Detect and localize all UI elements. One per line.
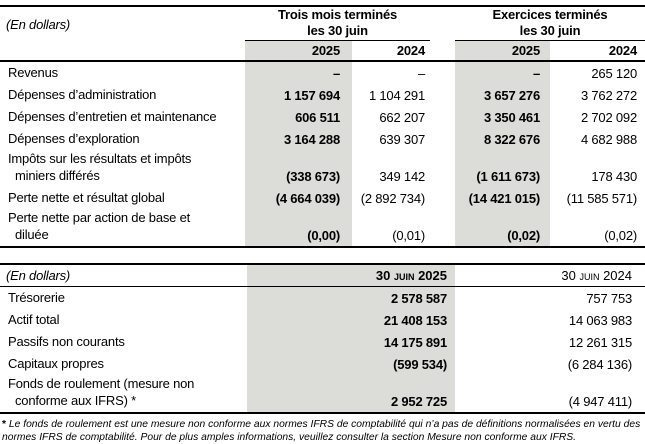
- cell-value: (6 284 136): [567, 357, 632, 372]
- cell-value: 1 157 694: [245, 84, 352, 106]
- cell-value: 2 952 725: [247, 375, 455, 412]
- cell-value: 3 350 461: [455, 106, 550, 128]
- row-label: [0, 84, 245, 106]
- cell-value: (2 892 734): [360, 191, 425, 206]
- cell-value: 12 261 315: [568, 335, 632, 350]
- table-row-perte-nette: [0, 187, 645, 209]
- cell-value: 757 753: [586, 291, 632, 306]
- column-gap: [430, 187, 455, 209]
- group-header-fiscal-years: [455, 7, 645, 41]
- cell-value: 606 511: [245, 106, 352, 128]
- column-gap: [430, 84, 455, 106]
- row-label: [0, 128, 245, 150]
- row-label: [0, 375, 247, 412]
- column-header-30-juin-2024: 30 juin 2024: [561, 268, 632, 283]
- table-row-perte-par-action: [0, 209, 645, 246]
- footnote-marker: *: [2, 419, 7, 430]
- cell-value: 21 408 153: [247, 309, 455, 331]
- cell-value: 14 063 983: [568, 313, 632, 328]
- cell-value: 3 762 272: [580, 88, 637, 103]
- cell-value: (4 947 411): [568, 394, 632, 409]
- cell-value: –: [245, 62, 352, 84]
- row-label-text: Impôts sur les résultats et impôts: [8, 151, 192, 166]
- row-label: [0, 331, 247, 353]
- column-gap: [430, 106, 455, 128]
- cell-value: (11 585 571): [566, 191, 637, 206]
- balance-header-row: [0, 265, 645, 287]
- column-gap: [430, 128, 455, 150]
- column-header-30-juin-2025: 30 juin 2025: [247, 265, 455, 286]
- cell-value: (599 534): [247, 353, 455, 375]
- row-label-text: Passifs non courants: [8, 334, 125, 349]
- cell-value: 639 307: [379, 132, 425, 147]
- footnote-text: Le fonds de roulement est une mesure non conforme aux normes IFRS de comptabilité qui n’a pas de définitions normalisées en vertu des normes IFRS de comptabilité. Pour de plus amples informations, veuillez consulter la section Mesure non conforme aux IFRS.: [2, 419, 641, 443]
- unit-label: (En dollars): [6, 16, 71, 32]
- cell-value: 2 702 092: [580, 110, 637, 125]
- income-statement-table: [0, 5, 645, 248]
- year-header-2024-q: 2024: [396, 43, 425, 58]
- row-label: [0, 106, 245, 128]
- cell-value: (0,00): [245, 209, 352, 246]
- cell-value: 662 207: [379, 110, 425, 125]
- cell-value: (14 421 015): [455, 187, 550, 209]
- group-header-line1: Exercices terminés: [492, 7, 608, 22]
- cell-value: 3 164 288: [245, 128, 352, 150]
- cell-value: (0,02): [455, 209, 550, 246]
- row-label-text-line2: conforme aux IFRS) *: [15, 393, 136, 408]
- cell-value: 265 120: [591, 66, 637, 81]
- column-gap: [430, 62, 455, 84]
- column-gap: [430, 41, 455, 60]
- cell-value: 349 142: [379, 169, 425, 184]
- row-label-text: Dépenses d’entretien et maintenance: [8, 109, 217, 124]
- table-row-depenses-administration: [0, 84, 645, 106]
- group-header-three-months: [245, 7, 430, 41]
- row-label-text: Trésorerie: [8, 290, 65, 305]
- row-label-text: Dépenses d’administration: [8, 87, 157, 102]
- row-label-text: Dépenses d’exploration: [8, 131, 140, 146]
- year-header-row: [0, 41, 645, 62]
- row-label: [0, 209, 245, 246]
- cell-value: (338 673): [245, 150, 352, 187]
- row-label-text-line2: diluée: [15, 227, 49, 242]
- row-label: [0, 187, 245, 209]
- table-row-impots: [0, 150, 645, 187]
- cell-value: 2 578 587: [247, 287, 455, 309]
- unit-label: (En dollars): [6, 268, 71, 283]
- table-row-tresorerie: [0, 287, 645, 309]
- table-row-actif-total: [0, 309, 645, 331]
- row-label: [0, 150, 245, 187]
- cell-value: (4 664 039): [245, 187, 352, 209]
- row-label-text: Perte nette et résultat global: [8, 190, 165, 205]
- cell-value: 178 430: [591, 169, 637, 184]
- column-gap: [430, 7, 455, 41]
- row-label-text: Fonds de roulement (mesure non: [8, 376, 195, 391]
- cell-value: 1 104 291: [368, 88, 425, 103]
- balance-sheet-table: [0, 263, 645, 414]
- year-header-2024-y: 2024: [608, 43, 637, 58]
- table-row-passifs-non-courants: [0, 331, 645, 353]
- year-header-2025-q: 2025: [245, 41, 352, 60]
- cell-value: –: [417, 66, 425, 81]
- cell-value: 14 175 891: [247, 331, 455, 353]
- row-label-text-line2: miniers différés: [15, 168, 100, 183]
- cell-value: 8 322 676: [455, 128, 550, 150]
- column-gap: [430, 150, 455, 187]
- group-header-row: [0, 7, 645, 41]
- group-header-line1: Trois mois terminés: [277, 7, 398, 22]
- row-label: [0, 287, 247, 309]
- row-label: [0, 353, 247, 375]
- row-label-text: Capitaux propres: [8, 356, 104, 371]
- cell-value: (0,02): [604, 228, 637, 243]
- row-label: [0, 62, 245, 84]
- year-header-2025-y: 2025: [455, 41, 550, 60]
- table-row-depenses-exploration: [0, 128, 645, 150]
- financial-statements-document: [0, 5, 645, 444]
- row-label: [0, 309, 247, 331]
- footnote: [0, 418, 645, 444]
- row-label-text: Perte nette par action de base et: [8, 210, 191, 225]
- group-header-line2: les 30 juin: [519, 23, 581, 38]
- table-row-revenus: [0, 62, 645, 84]
- cell-value: –: [455, 62, 550, 84]
- group-header-line2: les 30 juin: [307, 23, 368, 38]
- row-label-text: Actif total: [8, 312, 60, 327]
- cell-value: 3 657 276: [455, 84, 550, 106]
- cell-value: (1 611 673): [455, 150, 550, 187]
- table-row-depenses-entretien: [0, 106, 645, 128]
- table-row-capitaux-propres: [0, 353, 645, 375]
- row-label-text: Revenus: [8, 65, 58, 80]
- cell-value: 4 682 988: [580, 132, 637, 147]
- column-gap: [430, 209, 455, 246]
- cell-value: (0,01): [392, 228, 425, 243]
- table-row-fonds-de-roulement: [0, 375, 645, 412]
- empty-cell: [0, 41, 245, 60]
